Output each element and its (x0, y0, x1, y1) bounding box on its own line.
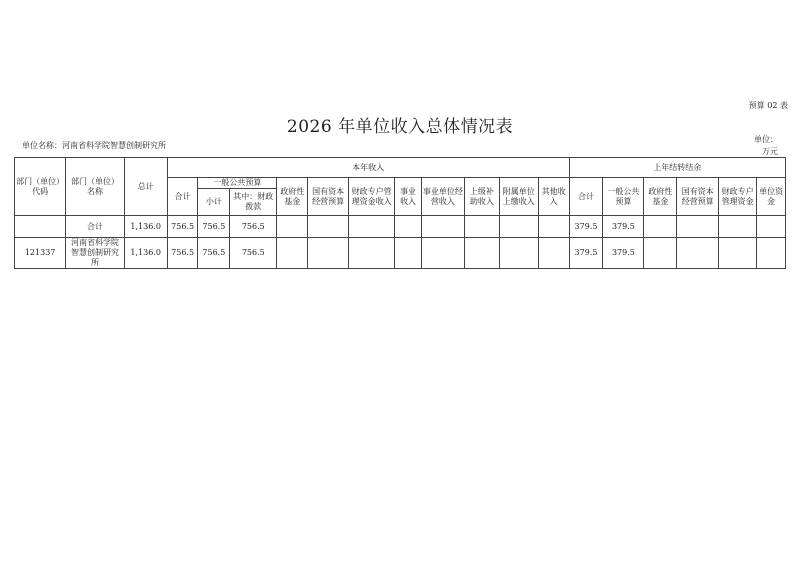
cell-co-total: 379.5 (569, 216, 603, 238)
header-other: 其他收入 (538, 178, 569, 216)
header-co-gov-fund: 政府性基金 (644, 178, 677, 216)
cell-code (15, 216, 66, 238)
cell-business (395, 216, 422, 238)
cell-total: 1,136.0 (124, 238, 167, 269)
table-row (15, 238, 786, 269)
header-co-fiscal-special: 财政专户管理资金 (719, 178, 757, 216)
cell-co-unit-funds (757, 216, 786, 238)
cell-co-general: 379.5 (603, 238, 644, 269)
income-table (14, 157, 786, 269)
header-gb-subtotal: 小计 (198, 189, 230, 216)
cell-code: 121337 (15, 238, 66, 269)
cell-subordinate (499, 238, 538, 269)
cell-co-total: 379.5 (569, 238, 603, 269)
header-total: 总计 (124, 158, 167, 216)
header-cy-total: 合计 (167, 178, 198, 216)
header-state-capital: 国有资本经营预算 (308, 178, 349, 216)
cell-superior-subsidy (464, 238, 499, 269)
page-title: 2026 年单位收入总体情况表 (286, 117, 514, 137)
header-fiscal-special: 财政专户管理资金收入 (349, 178, 395, 216)
table-row (15, 216, 786, 238)
cell-fiscal-special (349, 216, 395, 238)
cell-co-fiscal-special (719, 216, 757, 238)
cell-other (538, 216, 569, 238)
header-gov-fund: 政府性基金 (277, 178, 308, 216)
cell-affiliated-op (421, 238, 464, 269)
cell-affiliated-op (421, 216, 464, 238)
cell-gov-fund (277, 238, 308, 269)
header-carryover: 上年结转结余 (569, 158, 785, 178)
form-number: 预算 02 表 (748, 101, 788, 110)
cell-total: 1,136.0 (124, 216, 167, 238)
cell-subordinate (499, 216, 538, 238)
cell-cy-total: 756.5 (167, 216, 198, 238)
unit-value: 万元 (762, 147, 778, 156)
cell-gb-subtotal: 756.5 (198, 238, 230, 269)
cell-state-capital (308, 238, 349, 269)
header-business: 事业收入 (395, 178, 422, 216)
cell-fiscal-special (349, 238, 395, 269)
header-co-total: 合计 (569, 178, 603, 216)
cell-superior-subsidy (464, 216, 499, 238)
header-dept-code: 部门（单位）代码 (15, 158, 66, 216)
cell-co-gov-fund (644, 216, 677, 238)
header-co-unit-funds: 单位资金 (757, 178, 786, 216)
cell-cy-total: 756.5 (167, 238, 198, 269)
cell-state-capital (308, 216, 349, 238)
header-superior-subsidy: 上级补助收入 (464, 178, 499, 216)
header-subordinate: 附属单位上缴收入 (499, 178, 538, 216)
cell-co-state-capital (677, 238, 719, 269)
cell-co-fiscal-special (719, 238, 757, 269)
unit-name: 单位名称：河南省科学院智慧创制研究所 (22, 141, 166, 150)
cell-co-general: 379.5 (603, 216, 644, 238)
cell-gov-fund (277, 216, 308, 238)
header-general-budget: 一般公共预算 (198, 178, 277, 189)
unit-label: 单位： (754, 135, 778, 144)
cell-co-unit-funds (757, 238, 786, 269)
cell-name: 合计 (66, 216, 124, 238)
cell-co-state-capital (677, 216, 719, 238)
header-gb-fiscal: 其中：财政拨款 (230, 189, 277, 216)
header-current-year: 本年收入 (167, 158, 569, 178)
header-co-general: 一般公共预算 (603, 178, 644, 216)
cell-gb-subtotal: 756.5 (198, 216, 230, 238)
cell-gb-fiscal: 756.5 (230, 216, 277, 238)
unit-of-measure (738, 134, 778, 158)
header-dept-name: 部门（单位）名称 (66, 158, 124, 216)
cell-other (538, 238, 569, 269)
cell-business (395, 238, 422, 269)
header-affiliated-op: 事业单位经营收入 (421, 178, 464, 216)
cell-name: 河南省科学院智慧创制研究所 (66, 238, 124, 269)
cell-gb-fiscal: 756.5 (230, 238, 277, 269)
cell-co-gov-fund (644, 238, 677, 269)
header-co-state-capital: 国有资本经营预算 (677, 178, 719, 216)
